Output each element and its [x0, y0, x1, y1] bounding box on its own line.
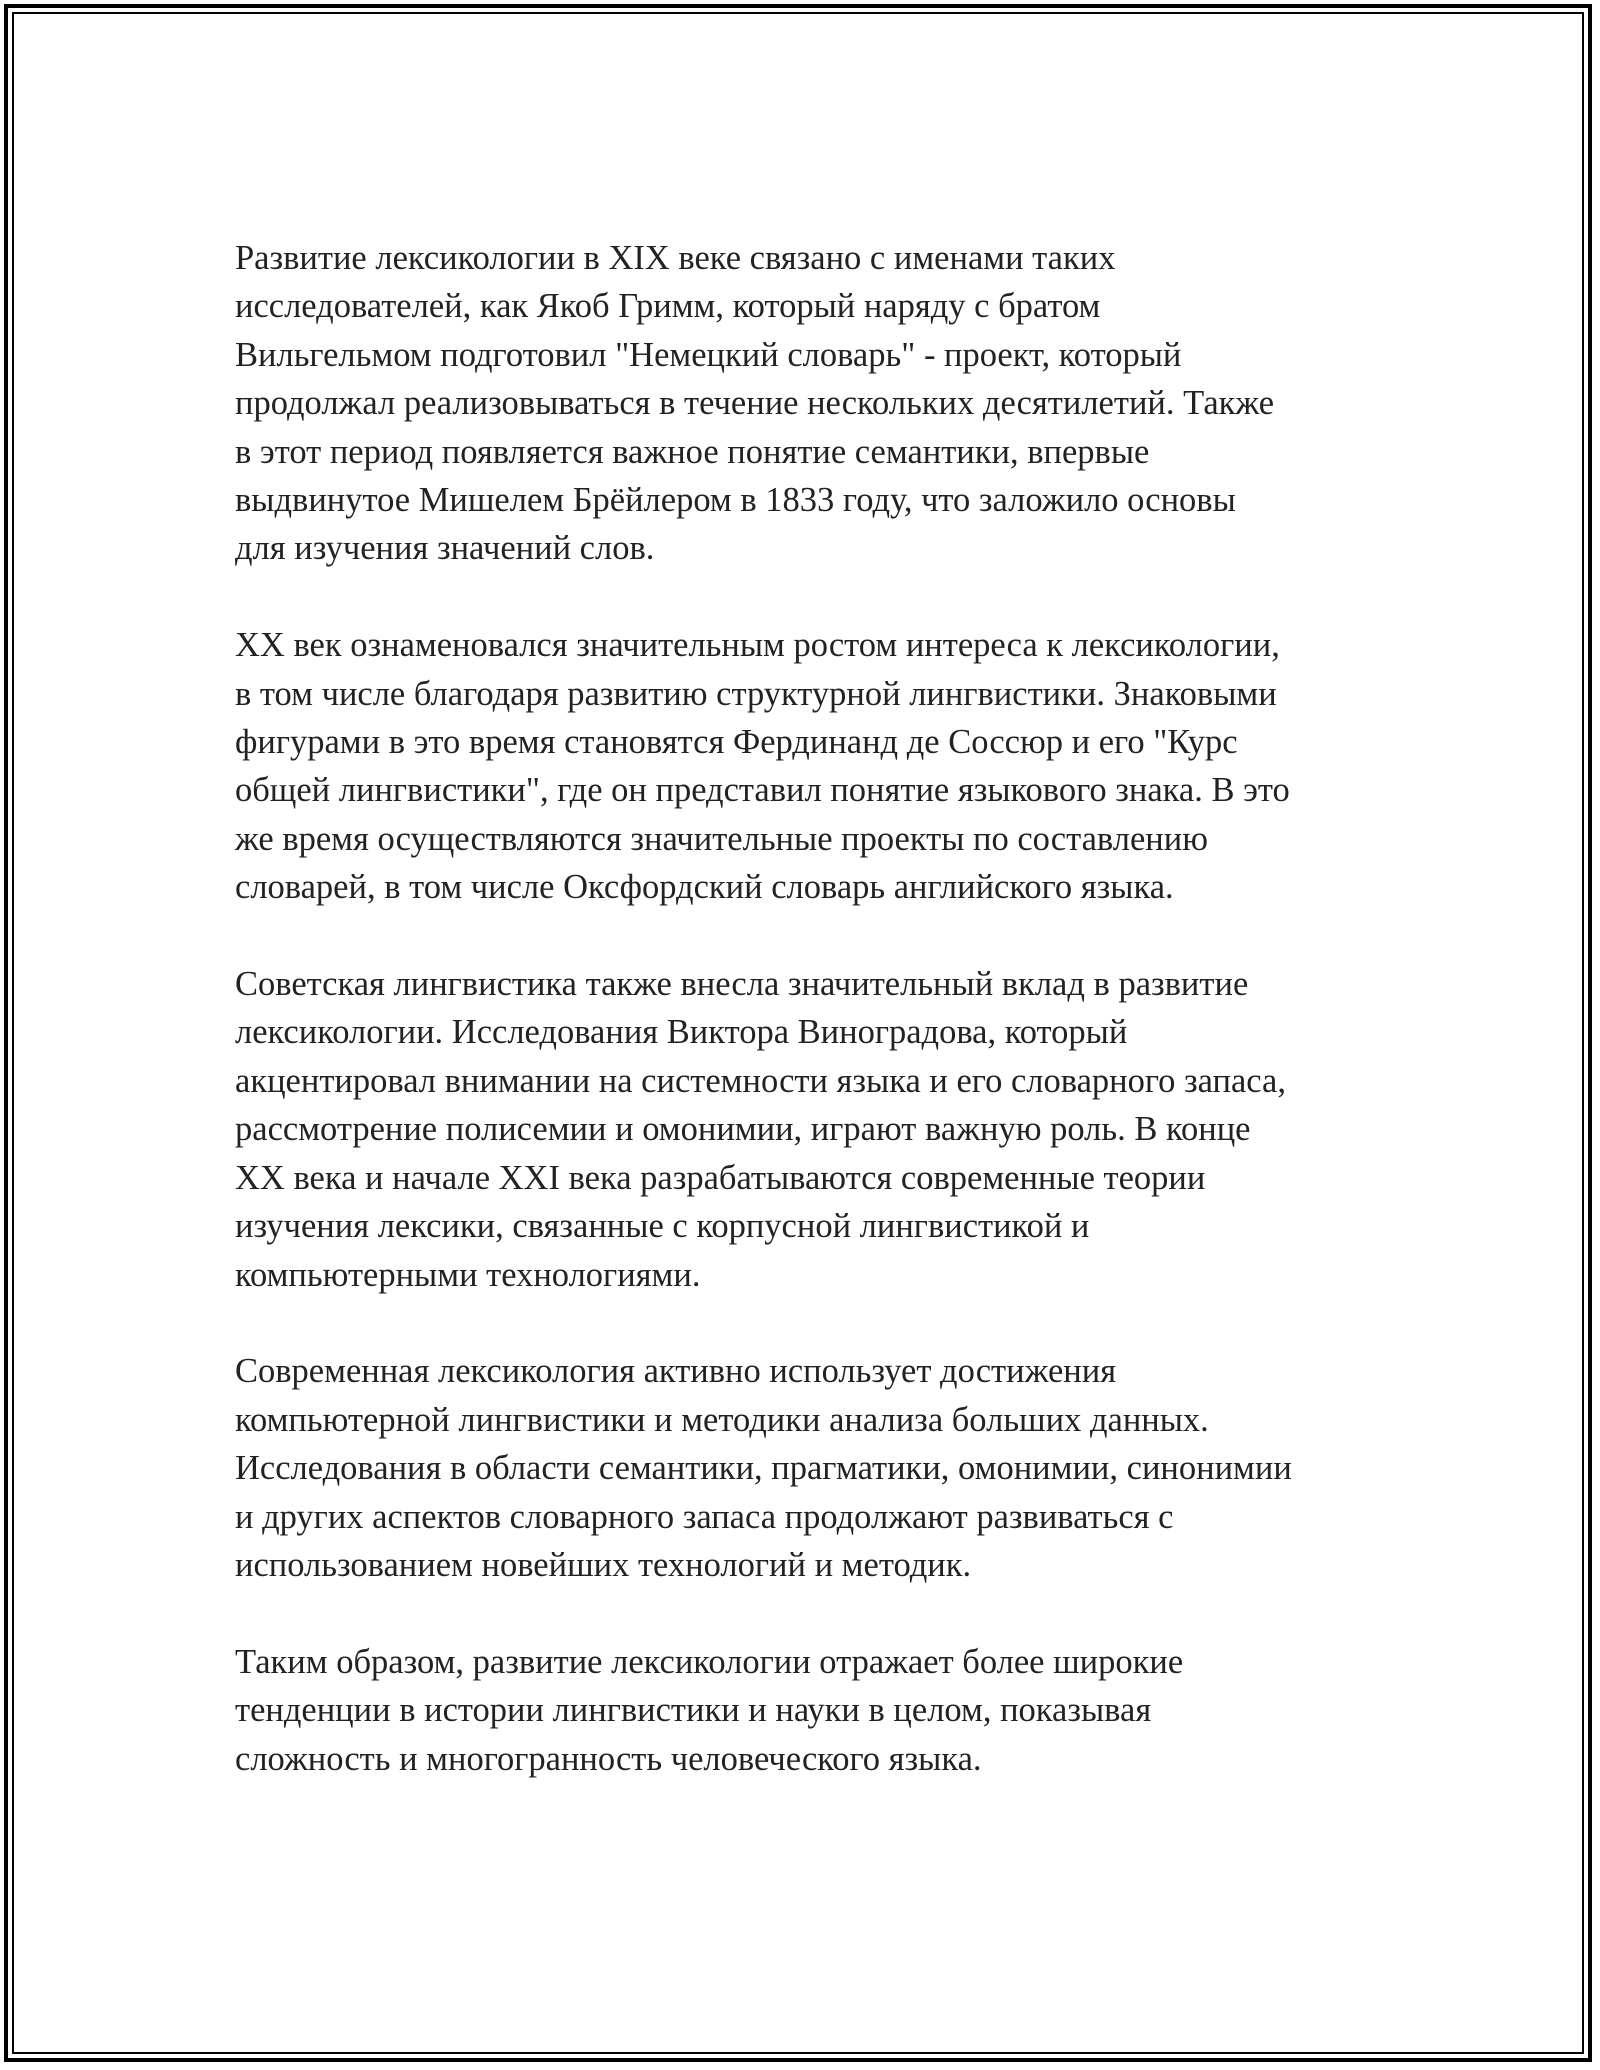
text-line: XX века и начале XXI века разрабатываются современные теории	[235, 1158, 1206, 1197]
text-line: акцентировал внимании на системности языка и его словарного запаса,	[235, 1061, 1286, 1100]
text-line: изучения лексики, связанные с корпусной лингвистикой и	[235, 1207, 1090, 1246]
text-line: фигурами в это время становятся Фердинанд де Соссюр и его "Курс	[235, 723, 1238, 762]
text-line: XX век ознаменовался значительным ростом интереса к лексикологии,	[235, 626, 1280, 665]
text-line: словарей, в том числе Оксфордский словарь английского языка.	[235, 868, 1174, 907]
document-body	[235, 234, 1375, 1831]
text-line: Вильгельмом подготовил "Немецкий словарь" - проект, который	[235, 335, 1182, 374]
text-line: Таким образом, развитие лексикологии отражает более широкие	[235, 1642, 1184, 1681]
text-line: в том числе благодаря развитию структурной лингвистики. Знаковыми	[235, 674, 1277, 713]
text-line: же время осуществляются значительные проекты по составлению	[235, 819, 1208, 858]
text-line: сложность и многогранность человеческого языка.	[235, 1739, 982, 1778]
paragraph-4	[235, 1347, 1375, 1589]
text-line: Современная лексикология активно использует достижения	[235, 1352, 1117, 1391]
paragraph-5	[235, 1638, 1375, 1783]
text-line: выдвинутое Мишелем Брёйлером в 1833 году, что заложило основы	[235, 481, 1236, 520]
text-line: Развитие лексикологии в XIX веке связано с именами таких	[235, 239, 1116, 277]
text-line: использованием новейших технологий и методик.	[235, 1545, 972, 1584]
text-line: продолжал реализовываться в течение нескольких десятилетий. Также	[235, 384, 1275, 423]
text-line: в этот период появляется важное понятие семантики, впервые	[235, 432, 1150, 471]
text-line: компьютерной лингвистики и методики анализа больших данных.	[235, 1400, 1209, 1439]
text-line: Советская лингвистика также внесла значительный вклад в развитие	[235, 965, 1249, 1004]
paragraph-3	[235, 960, 1375, 1299]
paragraph-2	[235, 621, 1375, 911]
text-line: Исследования в области семантики, прагматики, омонимии, синонимии	[235, 1449, 1292, 1488]
text-line: тенденции в истории лингвистики и науки в целом, показывая	[235, 1691, 1152, 1730]
text-line: для изучения значений слов.	[235, 529, 655, 568]
paragraph-1	[235, 234, 1375, 573]
text-line: рассмотрение полисемии и омонимии, играют важную роль. В конце	[235, 1110, 1251, 1149]
text-line: исследователей, как Якоб Гримм, который наряду с братом	[235, 287, 1101, 326]
text-line: компьютерными технологиями.	[235, 1255, 701, 1294]
text-line: лексикологии. Исследования Виктора Виноградова, который	[235, 1013, 1128, 1052]
text-line: общей лингвистики", где он представил понятие языкового знака. В это	[235, 771, 1290, 810]
text-line: и других аспектов словарного запаса продолжают развиваться с	[235, 1497, 1174, 1536]
